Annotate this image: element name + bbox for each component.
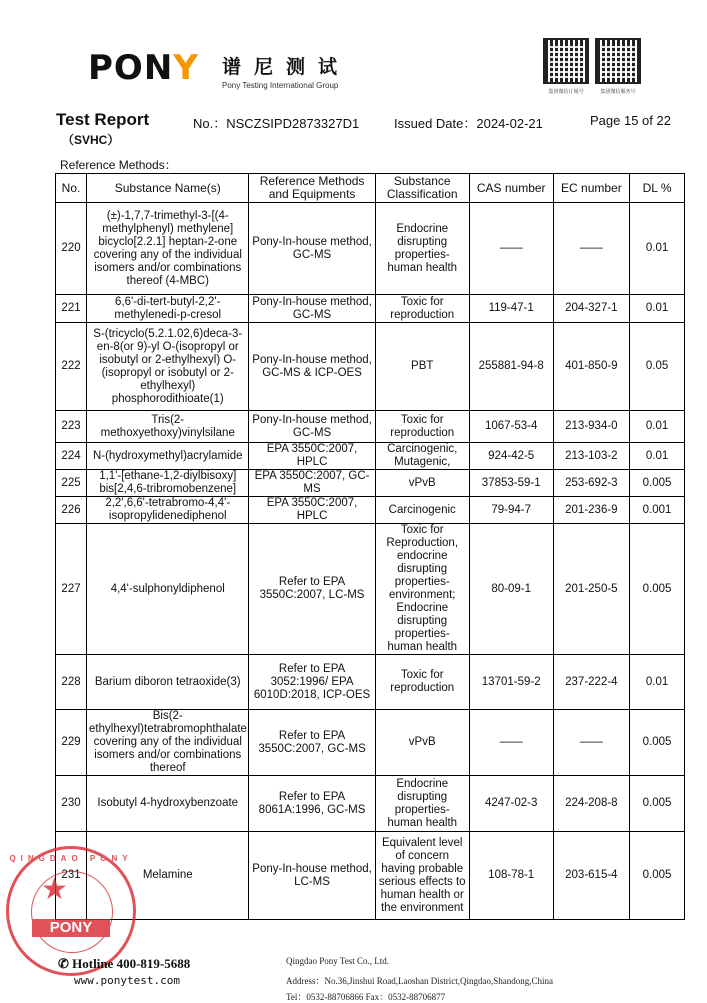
cell-dl: 0.01 <box>630 655 685 710</box>
cell-classification: Toxic for Reproduction, endocrine disrupting properties-environment; Endocrine disrupting properties-human health <box>375 524 469 655</box>
cell-cas: 119-47-1 <box>469 295 553 323</box>
cell-method: Pony-In-house method, GC-MS & ICP-OES <box>249 323 375 411</box>
cell-no: 230 <box>56 776 87 832</box>
cell-name: Barium diboron tetraoxide(3) <box>87 655 249 710</box>
phone-icon: ✆ <box>58 956 69 971</box>
cell-cas: 4247-02-3 <box>469 776 553 832</box>
cell-method: Pony-In-house method, GC-MS <box>249 411 375 443</box>
cell-dl: 0.005 <box>630 524 685 655</box>
cell-ec: 401-850-9 <box>553 323 630 411</box>
qr-code-subscription <box>543 38 589 84</box>
cell-no: 222 <box>56 323 87 411</box>
cell-method: EPA 3550C:2007, HPLC <box>249 497 375 524</box>
cell-ec: 201-250-5 <box>553 524 630 655</box>
column-header: CAS number <box>469 174 553 203</box>
cell-no: 231 <box>56 832 87 920</box>
cell-cas: 255881-94-8 <box>469 323 553 411</box>
cell-cas: —— <box>469 710 553 776</box>
cell-name: Bis(2-ethylhexyl)tetrabromophthalate covering any of the individual isomers and/or combinations thereof <box>87 710 249 776</box>
cell-name: Isobutyl 4-hydroxybenzoate <box>87 776 249 832</box>
cell-method: Pony-In-house method, LC-MS <box>249 832 375 920</box>
reference-methods-table <box>55 173 685 920</box>
website: www.ponytest.com <box>74 974 180 987</box>
qr-caption-subscription: 集团微信订阅号 <box>548 89 584 95</box>
cell-name: 1,1'-[ethane-1,2-diylbisoxy] bis[2,4,6-tribromobenzene] <box>87 470 249 497</box>
table-row <box>56 710 685 776</box>
cell-classification: vPvB <box>375 710 469 776</box>
logo-english-name: Pony Testing International Group <box>222 81 339 90</box>
table-row <box>56 411 685 443</box>
cell-name: (±)-1,7,7-trimethyl-3-[(4-methylphenyl) methylene] bicyclo[2.2.1] heptan-2-one covering any of the individual isomers and/or combinations thereof (4-MBC) <box>87 203 249 295</box>
cell-ec: 204-327-1 <box>553 295 630 323</box>
cell-cas: 13701-59-2 <box>469 655 553 710</box>
table-row <box>56 443 685 470</box>
table-row <box>56 524 685 655</box>
table-row <box>56 295 685 323</box>
cell-no: 221 <box>56 295 87 323</box>
cell-method: Refer to EPA 3052:1996/ EPA 6010D:2018, ICP-OES <box>249 655 375 710</box>
logo-subtitle <box>222 52 350 90</box>
table-row <box>56 776 685 832</box>
cell-ec: —— <box>553 203 630 295</box>
table-body <box>56 203 685 920</box>
cell-classification: Toxic for reproduction <box>375 295 469 323</box>
cell-method: EPA 3550C:2007, HPLC <box>249 443 375 470</box>
page-number: Page 15 of 22 <box>590 113 671 128</box>
table-row <box>56 470 685 497</box>
cell-dl: 0.01 <box>630 411 685 443</box>
cell-classification: Endocrine disrupting properties-human health <box>375 203 469 295</box>
table-row <box>56 323 685 411</box>
cell-no: 225 <box>56 470 87 497</box>
cell-classification: Carcinogenic, Mutagenic, <box>375 443 469 470</box>
cell-classification: Carcinogenic <box>375 497 469 524</box>
cell-dl: 0.005 <box>630 776 685 832</box>
cell-name: 4,4'-sulphonyldiphenol <box>87 524 249 655</box>
column-header: Substance Name(s) <box>87 174 249 203</box>
cell-ec: 253-692-3 <box>553 470 630 497</box>
hotline-text: Hotline 400-819-5688 <box>72 956 191 971</box>
cell-method: Refer to EPA 8061A:1996, GC-MS <box>249 776 375 832</box>
cell-method: Pony-In-house method, GC-MS <box>249 203 375 295</box>
cell-name: S-(tricyclo(5.2.1.02,6)deca-3-en-8(or 9)-yl O-(isopropyl or isobutyl or 2-ethylhexyl) O-(isopropyl or isobutyl or 2-ethylhexyl) phosphorodithioate(1) <box>87 323 249 411</box>
cell-ec: 237-222-4 <box>553 655 630 710</box>
issued-date: Issued Date：2024-02-21 <box>394 116 543 131</box>
table-row <box>56 497 685 524</box>
cell-method: Refer to EPA 3550C:2007, LC-MS <box>249 524 375 655</box>
cell-ec: —— <box>553 710 630 776</box>
footer-company: Qingdao Pony Test Co., Ltd. <box>286 956 389 966</box>
cell-no: 227 <box>56 524 87 655</box>
cell-ec: 224-208-8 <box>553 776 630 832</box>
cell-cas: 79-94-7 <box>469 497 553 524</box>
cell-classification: Toxic for reproduction <box>375 411 469 443</box>
cell-cas: —— <box>469 203 553 295</box>
column-header: Reference Methods and Equipments <box>249 174 375 203</box>
cell-ec: 213-934-0 <box>553 411 630 443</box>
cell-classification: vPvB <box>375 470 469 497</box>
cell-cas: 80-09-1 <box>469 524 553 655</box>
cell-dl: 0.005 <box>630 710 685 776</box>
star-icon: ★ <box>41 873 68 906</box>
cell-dl: 0.01 <box>630 203 685 295</box>
footer-tel-fax: Tel：0532-88706866 Fax：0532-88706877 <box>286 992 446 1002</box>
cell-no: 220 <box>56 203 87 295</box>
report-title: Test Report <box>56 110 150 129</box>
column-header: EC number <box>553 174 630 203</box>
seal-brand: PONY <box>32 919 110 937</box>
cell-name: Melamine <box>87 832 249 920</box>
cell-classification: PBT <box>375 323 469 411</box>
cell-no: 224 <box>56 443 87 470</box>
cell-method: Refer to EPA 3550C:2007, GC-MS <box>249 710 375 776</box>
hotline <box>58 956 190 972</box>
cell-classification: Equivalent level of concern having probable serious effects to human health or the environment <box>375 832 469 920</box>
cell-cas: 1067-53-4 <box>469 411 553 443</box>
cell-dl: 0.005 <box>630 832 685 920</box>
cell-dl: 0.01 <box>630 295 685 323</box>
table-header-row <box>56 174 685 203</box>
column-header: DL % <box>630 174 685 203</box>
cell-ec: 203-615-4 <box>553 832 630 920</box>
cell-classification: Endocrine disrupting properties-human health <box>375 776 469 832</box>
cell-name: Tris(2-methoxyethoxy)vinylsilane <box>87 411 249 443</box>
cell-classification: Toxic for reproduction <box>375 655 469 710</box>
cell-no: 228 <box>56 655 87 710</box>
column-header: Substance Classification <box>375 174 469 203</box>
qr-code-service <box>595 38 641 84</box>
logo-wordmark: PONY <box>88 48 199 88</box>
cell-dl: 0.05 <box>630 323 685 411</box>
cell-dl: 0.005 <box>630 470 685 497</box>
reference-methods-label: Reference Methods： <box>60 158 177 172</box>
cell-cas: 108-78-1 <box>469 832 553 920</box>
qr-caption-service: 集团微信服务号 <box>600 89 636 95</box>
cell-cas: 924-42-5 <box>469 443 553 470</box>
cell-no: 223 <box>56 411 87 443</box>
cell-dl: 0.001 <box>630 497 685 524</box>
report-subtitle: （SVHC） <box>62 133 120 147</box>
table-row <box>56 203 685 295</box>
cell-ec: 213-103-2 <box>553 443 630 470</box>
table-row <box>56 655 685 710</box>
table-row <box>56 832 685 920</box>
cell-no: 226 <box>56 497 87 524</box>
seal-ring-text: QINGDAO PONY <box>9 854 133 863</box>
footer-address: Address：No.36,Jinshui Road,Laoshan District,Qingdao,Shandong,China <box>286 976 553 986</box>
logo-chinese-name: 谱尼测试 <box>222 56 351 78</box>
cell-method: EPA 3550C:2007, GC-MS <box>249 470 375 497</box>
cell-no: 229 <box>56 710 87 776</box>
cell-method: Pony-In-house method, GC-MS <box>249 295 375 323</box>
report-number: No.：NSCZSIPD2873327D1 <box>193 116 360 131</box>
cell-cas: 37853-59-1 <box>469 470 553 497</box>
cell-name: 6,6'-di-tert-butyl-2,2'-methylenedi-p-cresol <box>87 295 249 323</box>
cell-dl: 0.01 <box>630 443 685 470</box>
pony-logo <box>88 50 199 86</box>
column-header: No. <box>56 174 87 203</box>
cell-ec: 201-236-9 <box>553 497 630 524</box>
cell-name: 2,2',6,6'-tetrabromo-4,4'-isopropylidenediphenol <box>87 497 249 524</box>
cell-name: N-(hydroxymethyl)acrylamide <box>87 443 249 470</box>
